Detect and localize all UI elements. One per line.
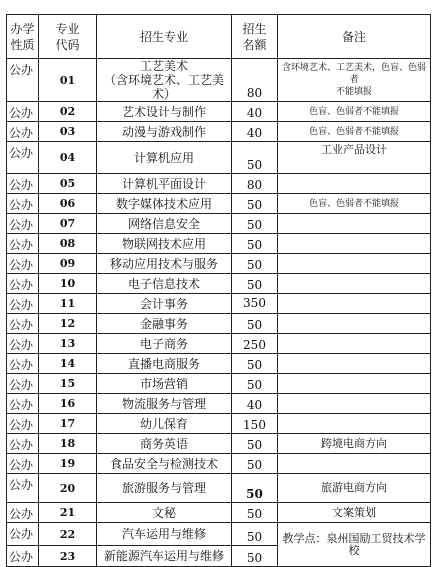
remark-cell <box>278 254 431 274</box>
major-code-cell: 21 <box>39 503 97 523</box>
major-code-cell: 18 <box>39 434 97 454</box>
quota-cell: 50 <box>232 454 278 474</box>
school-nature-cell: 公办 <box>7 354 39 374</box>
table-row <box>7 434 431 454</box>
major-name-cell <box>97 122 232 142</box>
table-row <box>7 102 431 122</box>
quota-cell: 250 <box>232 334 278 354</box>
quota-cell: 50 <box>232 434 278 454</box>
major-name-cell <box>97 314 232 334</box>
major-name-line: 食品安全与检测技术 <box>109 456 218 471</box>
quota-cell: 50 <box>232 254 278 274</box>
quota-cell: 50 <box>232 474 278 503</box>
quota-cell: 40 <box>232 102 278 122</box>
major-code-cell: 09 <box>39 254 97 274</box>
table-row <box>7 234 431 254</box>
major-code-cell: 22 <box>39 523 97 546</box>
school-nature-cell: 公办 <box>7 414 39 434</box>
school-nature-cell: 公办 <box>7 122 39 142</box>
major-code-cell: 12 <box>39 314 97 334</box>
remark-line: 色盲、色弱者不能填报 <box>308 106 399 117</box>
major-name-line: 物联网技术应用 <box>121 236 206 251</box>
remark-cell <box>278 122 431 142</box>
quota-cell: 150 <box>232 414 278 434</box>
major-name-line: （含环境艺术、工艺美术） <box>103 73 224 101</box>
school-nature-cell: 公办 <box>7 474 39 503</box>
major-name-cell <box>97 374 232 394</box>
major-name-line: 艺术设计与制作 <box>121 104 206 119</box>
table-row <box>7 142 431 174</box>
major-code-cell: 23 <box>39 546 97 567</box>
remark-cell <box>278 523 431 567</box>
remark-line: 教学点：泉州国励工贸技术学校 <box>282 531 426 557</box>
remark-cell <box>278 454 431 474</box>
remark-cell <box>278 102 431 122</box>
school-nature-cell: 公办 <box>7 394 39 414</box>
quota-cell: 50 <box>232 523 278 546</box>
quota-cell: 50 <box>232 142 278 174</box>
table-row <box>7 274 431 294</box>
table-row <box>7 294 431 314</box>
remark-cell <box>278 434 431 454</box>
major-name-line: 电子信息技术 <box>127 276 200 291</box>
major-name-line: 数字媒体技术应用 <box>115 196 212 211</box>
major-name-line: 电子商务 <box>139 336 188 351</box>
quota-cell: 50 <box>232 314 278 334</box>
table-row <box>7 414 431 434</box>
major-name-cell <box>97 102 232 122</box>
major-code-cell: 17 <box>39 414 97 434</box>
remark-cell <box>278 214 431 234</box>
major-code-cell: 11 <box>39 294 97 314</box>
quota-cell: 350 <box>232 294 278 314</box>
header-quota: 招生 名额 <box>232 15 278 59</box>
quota-cell: 50 <box>232 274 278 294</box>
major-name-cell <box>97 214 232 234</box>
remark-line: 跨境电商方向 <box>321 436 387 450</box>
remark-cell <box>278 274 431 294</box>
major-code-cell: 04 <box>39 142 97 174</box>
school-nature-cell: 公办 <box>7 254 39 274</box>
major-code-cell: 15 <box>39 374 97 394</box>
remark-cell <box>278 314 431 334</box>
table-row <box>7 394 431 414</box>
school-nature-cell: 公办 <box>7 174 39 194</box>
school-nature-cell: 公办 <box>7 214 39 234</box>
school-nature-cell: 公办 <box>7 374 39 394</box>
quota-cell: 50 <box>232 234 278 254</box>
remark-line: 不能填报 <box>335 87 372 97</box>
major-code-cell: 14 <box>39 354 97 374</box>
major-name-cell <box>97 174 232 194</box>
quota-cell: 50 <box>232 354 278 374</box>
remark-cell <box>278 354 431 374</box>
major-name-line: 新能源汽车运用与维修 <box>103 549 224 563</box>
major-name-cell <box>97 274 232 294</box>
major-name-line: 计算机应用 <box>133 150 194 165</box>
header-remark: 备注 <box>278 15 431 59</box>
major-name-line: 计算机平面设计 <box>121 176 206 191</box>
remark-cell <box>278 394 431 414</box>
major-name-cell <box>97 234 232 254</box>
remark-line: 旅游电商方向 <box>321 481 387 494</box>
major-name-cell <box>97 523 232 546</box>
major-name-line: 网络信息安全 <box>127 216 200 231</box>
school-nature-cell: 公办 <box>7 102 39 122</box>
major-name-cell <box>97 294 232 314</box>
table-row <box>7 374 431 394</box>
major-name-cell <box>97 546 232 567</box>
major-name-cell <box>97 354 232 374</box>
table-row <box>7 174 431 194</box>
major-name-cell <box>97 334 232 354</box>
school-nature-cell: 公办 <box>7 294 39 314</box>
table-header-row <box>7 15 431 59</box>
major-name-line: 工艺美术 <box>139 59 188 73</box>
major-name-line: 旅游服务与管理 <box>121 481 206 495</box>
table-row <box>7 503 431 523</box>
school-nature-cell: 公办 <box>7 434 39 454</box>
school-nature-cell: 公办 <box>7 314 39 334</box>
remark-line: 文案策划 <box>332 505 376 519</box>
table-row <box>7 194 431 214</box>
major-name-cell <box>97 454 232 474</box>
major-name-cell <box>97 414 232 434</box>
major-name-line: 金融事务 <box>139 316 188 331</box>
table-row <box>7 334 431 354</box>
major-name-line: 直播电商服务 <box>127 356 200 371</box>
remark-cell <box>278 59 431 102</box>
quota-cell: 40 <box>232 394 278 414</box>
major-code-cell: 08 <box>39 234 97 254</box>
remark-cell <box>278 414 431 434</box>
quota-cell: 80 <box>232 174 278 194</box>
school-nature-cell: 公办 <box>7 142 39 174</box>
remark-cell <box>278 174 431 194</box>
admission-table <box>6 14 431 567</box>
major-code-cell: 13 <box>39 334 97 354</box>
table-row <box>7 354 431 374</box>
remark-cell <box>278 374 431 394</box>
quota-cell: 50 <box>232 194 278 214</box>
major-name-cell <box>97 394 232 414</box>
table-row <box>7 254 431 274</box>
major-name-cell <box>97 503 232 523</box>
major-name-cell <box>97 142 232 174</box>
quota-cell: 40 <box>232 122 278 142</box>
major-code-cell: 06 <box>39 194 97 214</box>
major-name-cell <box>97 59 232 102</box>
remark-cell <box>278 503 431 523</box>
school-nature-cell: 公办 <box>7 523 39 546</box>
remark-cell <box>278 142 431 174</box>
major-code-cell: 07 <box>39 214 97 234</box>
school-nature-cell: 公办 <box>7 546 39 567</box>
table-row <box>7 59 431 102</box>
remark-cell <box>278 194 431 214</box>
school-nature-cell: 公办 <box>7 59 39 102</box>
quota-cell: 50 <box>232 503 278 523</box>
major-name-line: 移动应用技术与服务 <box>109 256 218 271</box>
major-name-line: 商务英语 <box>139 436 188 451</box>
major-code-cell: 05 <box>39 174 97 194</box>
table-row <box>7 122 431 142</box>
major-name-cell <box>97 474 232 503</box>
table-row <box>7 214 431 234</box>
table-row <box>7 474 431 503</box>
remark-line: 含环境艺术、工艺美术，色盲、色弱者 <box>281 63 426 85</box>
quota-cell: 50 <box>232 214 278 234</box>
major-code-cell: 19 <box>39 454 97 474</box>
school-nature-cell: 公办 <box>7 454 39 474</box>
header-school-nature: 办学 性质 <box>7 15 39 59</box>
quota-cell: 50 <box>232 374 278 394</box>
table-row <box>7 454 431 474</box>
quota-cell: 50 <box>232 546 278 567</box>
major-code-cell: 16 <box>39 394 97 414</box>
major-name-cell <box>97 434 232 454</box>
school-nature-cell: 公办 <box>7 234 39 254</box>
major-name-line: 动漫与游戏制作 <box>121 124 206 139</box>
major-code-cell: 20 <box>39 474 97 503</box>
major-name-line: 幼儿保育 <box>139 416 188 431</box>
remark-line: 色盲、色弱者不能填报 <box>308 126 399 137</box>
major-name-line: 市场营销 <box>139 376 188 391</box>
remark-cell <box>278 234 431 254</box>
remark-cell <box>278 294 431 314</box>
school-nature-cell: 公办 <box>7 503 39 523</box>
school-nature-cell: 公办 <box>7 274 39 294</box>
header-major-code: 专业 代码 <box>39 15 97 59</box>
major-code-cell: 01 <box>39 59 97 102</box>
header-major: 招生专业 <box>97 15 232 59</box>
major-name-cell <box>97 254 232 274</box>
major-code-cell: 10 <box>39 274 97 294</box>
remark-line: 色盲、色弱者不能填报 <box>308 198 399 209</box>
remark-cell <box>278 334 431 354</box>
major-name-line: 汽车运用与维修 <box>121 527 206 541</box>
table-row <box>7 523 431 546</box>
major-name-line: 会计事务 <box>139 296 188 311</box>
major-name-line: 物流服务与管理 <box>121 396 206 411</box>
major-name-cell <box>97 194 232 214</box>
table-row <box>7 314 431 334</box>
quota-cell: 80 <box>232 59 278 102</box>
school-nature-cell: 公办 <box>7 194 39 214</box>
major-code-cell: 02 <box>39 102 97 122</box>
table-body <box>7 59 431 567</box>
admission-table-container <box>6 14 430 567</box>
major-name-line: 文秘 <box>151 505 176 520</box>
major-code-cell: 03 <box>39 122 97 142</box>
school-nature-cell: 公办 <box>7 334 39 354</box>
remark-cell <box>278 474 431 503</box>
remark-line: 工业产品设计 <box>321 143 387 156</box>
